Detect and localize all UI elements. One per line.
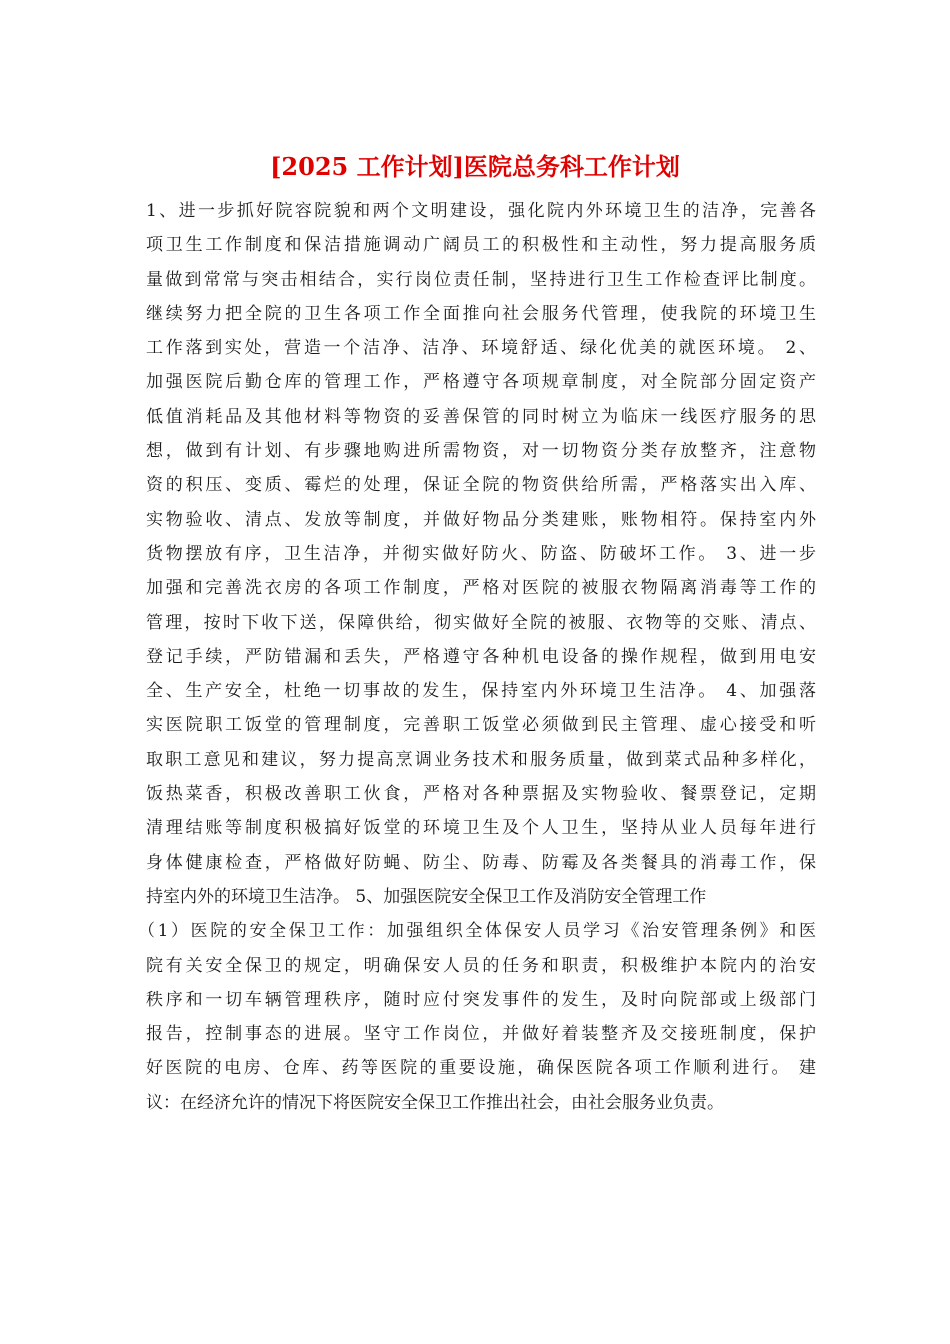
body-line: （1）医院的安全保卫工作：加强组织全体保安人员学习《治安管理条例》和医 [138,921,816,942]
body-line: 低值消耗品及其他材料等物资的妥善保管的同时树立为临床一线医疗服务的思 [146,406,816,427]
body-line: 管理，按时下收下送，保障供给，彻实做好全院的被服、衣物等的交账、清点、 [146,612,816,633]
body-line: 报告，控制事态的进展。坚守工作岗位，并做好着装整齐及交接班制度，保护 [146,1024,816,1045]
body-line: 秩序和一切车辆管理秩序，随时应付突发事件的发生，及时向院部或上级部门 [146,989,816,1010]
body-line: 继续努力把全院的卫生各项工作全面推向社会服务代管理，使我院的环境卫生 [146,303,816,324]
body-line: 实物验收、清点、发放等制度，并做好物品分类建账，账物相符。保持室内外 [146,509,816,530]
body-line: 院有关安全保卫的规定，明确保安人员的任务和职责，积极维护本院内的治安 [146,955,816,976]
document-title: [2025 工作计划]医院总务科工作计划 [270,152,680,181]
body-line: 登记手续，严防错漏和丢失，严格遵守各种机电设备的操作规程，做到用电安 [146,646,816,667]
body-line: 资的积压、变质、霉烂的处理，保证全院的物资供给所需，严格落实出入库、 [146,475,816,496]
body-line: 加强医院后勤仓库的管理工作，严格遵守各项规章制度，对全院部分固定资产 [146,372,816,393]
body-line: 议：在经济允许的情况下将医院安全保卫工作推出社会，由社会服务业负责。 [146,1092,724,1113]
body-line: 身体健康检查，严格做好防蝇、防尘、防毒、防霉及各类餐具的消毒工作，保 [146,852,816,873]
body-line: 项卫生工作制度和保洁措施调动广阔员工的积极性和主动性，努力提高服务质 [146,235,816,256]
body-line: 实医院职工饭堂的管理制度，完善职工饭堂必须做到民主管理、虚心接受和听 [146,715,816,736]
body-line: 加强和完善洗衣房的各项工作制度，严格对医院的被服衣物隔离消毒等工作的 [146,578,816,599]
body-line: 工作落到实处，营造一个洁净、洁净、环境舒适、绿化优美的就医环境。 2、 [146,338,816,359]
body-line: 持室内外的环境卫生洁净。 5、加强医院安全保卫工作及消防安全管理工作 [146,886,707,907]
body-line: 全、生产安全，杜绝一切事故的发生，保持室内外环境卫生洁净。 4、加强落 [146,681,816,702]
body-line: 量做到常常与突击相结合，实行岗位责任制，坚持进行卫生工作检查评比制度。 [146,269,816,290]
body-line: 取职工意见和建议，努力提高烹调业务技术和服务质量，做到菜式品种多样化， [146,749,816,770]
body-line: 货物摆放有序，卫生洁净，并彻实做好防火、防盗、防破坏工作。 3、进一步 [146,543,816,564]
body-line: 饭热菜香，积极改善职工伙食，严格对各种票据及实物验收、餐票登记，定期 [146,784,816,805]
body-line: 1、进一步抓好院容院貌和两个文明建设，强化院内外环境卫生的洁净，完善各 [146,201,816,221]
body-line: 想，做到有计划、有步骤地购进所需物资，对一切物资分类存放整齐，注意物 [146,441,816,462]
body-line: 清理结账等制度积极搞好饭堂的环境卫生及个人卫生，坚持从业人员每年进行 [146,818,816,839]
body-line: 好医院的电房、仓库、药等医院的重要设施，确保医院各项工作顺利进行。 建 [146,1058,816,1079]
document-body [138,194,816,1120]
